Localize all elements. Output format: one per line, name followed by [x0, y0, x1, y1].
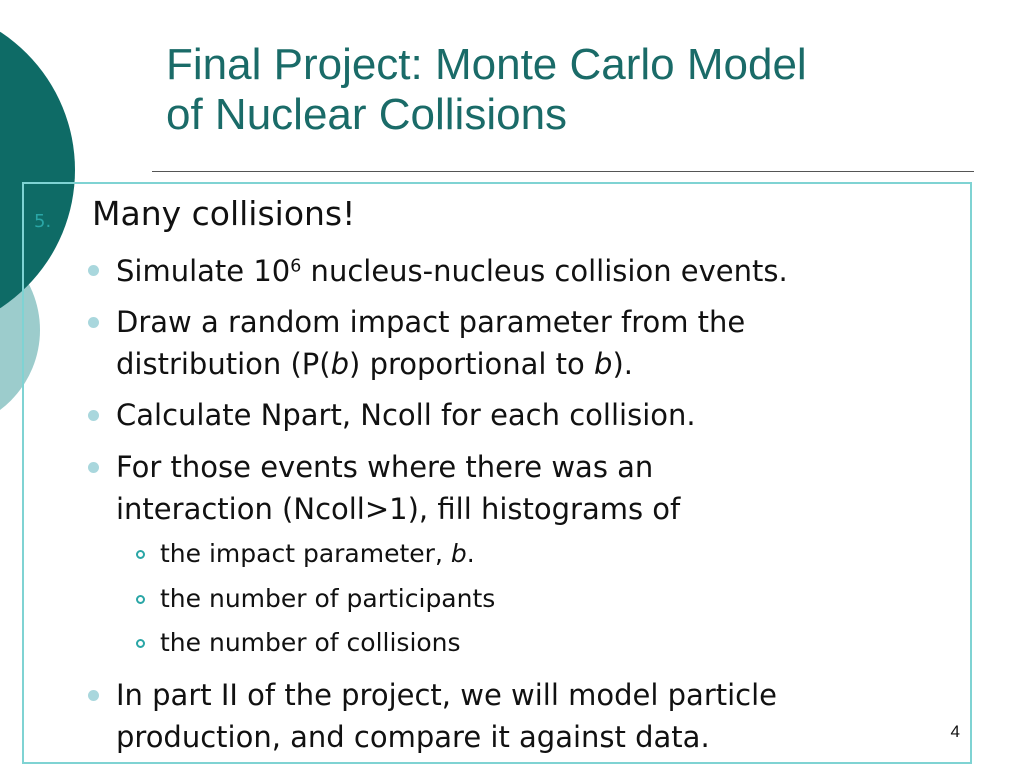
sub-bullet-ring: [136, 639, 145, 648]
slide-title-line1: Final Project: Monte Carlo Model: [166, 40, 807, 89]
bullet-dot: [88, 462, 99, 473]
title-divider: [152, 171, 974, 172]
slide-title-line2: of Nuclear Collisions: [166, 90, 568, 139]
slide-number: 4: [950, 722, 960, 741]
bullet-dot: [88, 265, 99, 276]
bullet-draw-impact: Draw a random impact parameter from the distribution (P(b) proportional to b).: [116, 305, 746, 381]
bullet-dot: [88, 410, 99, 421]
list-item-heading: Many collisions!: [92, 194, 356, 233]
sub-bullet-ring: [136, 550, 145, 559]
bullet-simulate: Simulate $10^6$ nucleus-nucleus collision events.: [116, 254, 788, 288]
bullet-dot: [88, 317, 99, 328]
sub-bullet-ring: [136, 595, 145, 604]
content-box: [22, 182, 972, 764]
sub-item-impact-parameter: the impact parameter, b.: [160, 539, 475, 568]
slide-title: [166, 40, 966, 140]
exponent: 6: [290, 256, 302, 277]
bullet-part-two: In part II of the project, we will model particle production, and compare it against data.: [116, 678, 778, 754]
sub-item-collisions: the number of collisions: [160, 628, 461, 657]
bullet-calculate: Calculate Npart, Ncoll for each collision.: [116, 398, 696, 432]
list-number: 5.: [34, 211, 52, 232]
bullet-fill-histograms: For those events where there was an interaction (Ncoll>1), fill histograms of: [116, 450, 681, 526]
bullet-dot: [88, 690, 99, 701]
sub-item-participants: the number of participants: [160, 584, 496, 613]
